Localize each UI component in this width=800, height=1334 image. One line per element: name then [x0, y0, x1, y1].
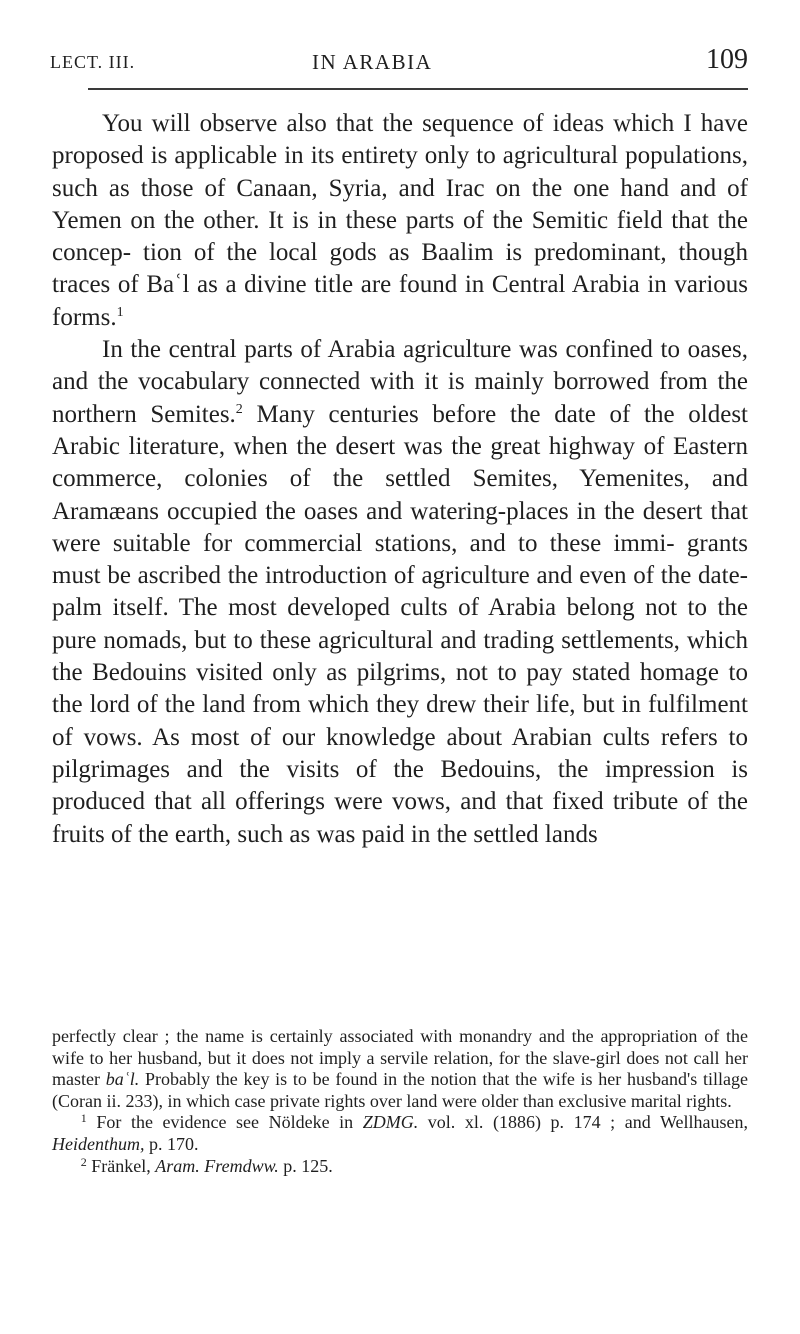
footnote-2-book: Aram. Fremdww. — [155, 1155, 279, 1176]
footnote-1-text-a: For the evidence see Nöldeke in — [86, 1112, 363, 1133]
footnote-continuation-text-b: Probably the key is to be found in the notion that the wife is her husband's tillage (Coran ii. 233), in which case private rights over land were older than exclusive marital rights. — [52, 1069, 749, 1111]
footnote-1-text-c: p. 170. — [144, 1133, 199, 1154]
running-title: IN ARABIA — [312, 50, 433, 74]
footnote-1-marker: 1 — [80, 1111, 87, 1126]
paragraph-2-text-b: Many centuries before the date of the oldest Arabic literature, when the desert was the great highway of Eastern commerce, colonies of the settled Semites, Yemenites, and Aramæans occupied the oases and watering-places in the desert that were suitable for commercial stations, and to these immi- grants must be ascribed the introduction of agriculture and even of the date-palm itself. The most developed cults of Arabia belong not to the pure nomads, but to these agricultural and trading settlements, which the Bedouins visited only as pilgrims, not to pay stated homage to the lord of the land from which they drew their life, but in fulfilment of vows. As most of our knowledge about Arabian cults refers to pilgrimages and the visits of the Bedouins, the impression is produced that all offerings were vows, and that fixed tribute of the fruits of the earth, such as was paid in the settled lands — [52, 400, 748, 848]
footnote-2-marker: 2 — [80, 1154, 87, 1169]
footnote-1-book: Heidenthum, — [52, 1133, 145, 1154]
footnote-ref-2: 2 — [235, 401, 243, 417]
footnote-1-text-b: vol. xl. (1886) p. 174 ; and Wellhausen, — [418, 1112, 748, 1133]
footnote-ref-1: 1 — [116, 304, 124, 320]
running-header — [50, 44, 748, 78]
footnote-1-journal: ZDMG. — [362, 1112, 419, 1133]
page-number: 109 — [706, 44, 748, 75]
footnote-1 — [52, 1112, 748, 1155]
paragraph-2-text-a: In the central parts of Arabia agriculture was confined to oases, and the vocabulary connected with it is mainly borrowed from the northern Semites. — [52, 336, 748, 428]
header-rule — [88, 88, 748, 90]
footnote-2-text-b: p. 125. — [278, 1155, 333, 1176]
footnote-2-text-a: Fränkel, — [86, 1155, 156, 1176]
paragraph-1-text: You will observe also that the sequence of ideas which I have proposed is applicable in its entirety only to agricultural populations, such as those of Canaan, Syria, and Irac on the one hand and of Yemen on the other. It is in these parts of the Semitic field that the concep- tion of the local gods as Baalim is predominant, though traces of Baʿl as a divine title are found in Central Arabia in various forms. — [52, 110, 748, 331]
footnote-2 — [52, 1156, 748, 1178]
paragraph-1 — [52, 108, 748, 334]
footnote-continuation-italic: baʿl. — [105, 1069, 140, 1090]
main-text — [52, 108, 748, 851]
footnote-continuation — [52, 1026, 748, 1112]
lecture-label: LECT. III. — [50, 52, 136, 72]
paragraph-2 — [52, 334, 748, 851]
footnotes — [52, 1026, 748, 1177]
footnote-continuation-text-a: perfectly clear ; the name is certainly associated with monandry and the appropriation of the wife to her husband, but it does not imply a servile relation, for the slave-girl does not call her master — [52, 1026, 748, 1090]
